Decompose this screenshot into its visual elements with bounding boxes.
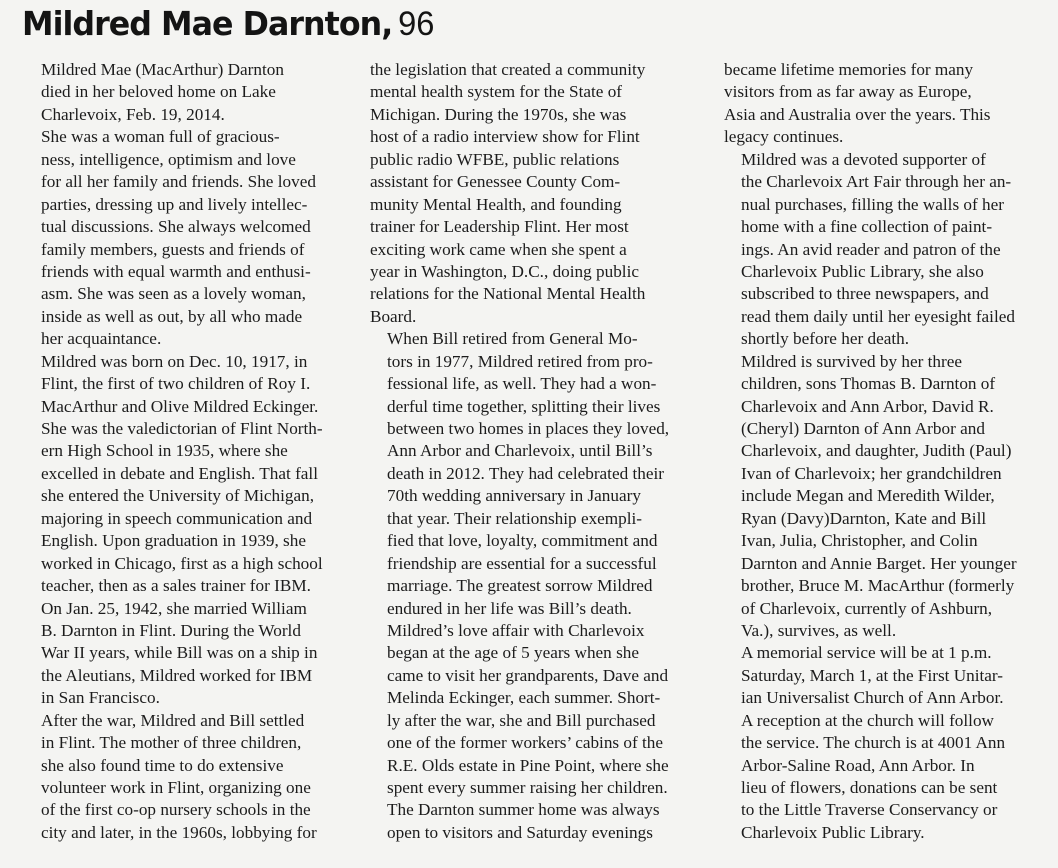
paragraph (370, 328, 700, 620)
text-line: She was the valedictorian of Flint North- (41, 419, 323, 438)
text-line: read them daily until her eyesight failed (741, 306, 1015, 326)
text-line: volunteer work in Flint, organizing one (41, 778, 311, 797)
text-column-3 (724, 59, 1054, 844)
text-line: A reception at the church will follow (741, 710, 994, 730)
text-line: assistant for Genessee County Com- (370, 172, 621, 192)
text-line: munity Mental Health, and founding (370, 194, 622, 214)
text-line: Ivan, Julia, Christopher, and Colin (741, 531, 978, 551)
text-line: majoring in speech communication and (41, 508, 313, 528)
text-line: trainer for Leadership Flint. Her most (370, 217, 629, 237)
text-line: in Flint. The mother of three children, (41, 733, 302, 753)
text-line: After the war, Mildred and Bill settled (41, 710, 305, 730)
text-line: A memorial service will be at 1 p.m. (741, 643, 992, 663)
text-line: tual discussions. She always welcomed (41, 217, 311, 237)
text-line: The Darnton summer home was always (387, 800, 660, 820)
text-line: city and later, in the 1960s, lobbying for (41, 822, 317, 842)
text-line: began at the age of 5 years when she (387, 643, 639, 663)
text-line: She was a woman full of gracious- (41, 127, 280, 147)
text-line: Charlevoix Public Library. (741, 822, 925, 842)
text-line: death in 2012. They had celebrated their (387, 463, 664, 483)
text-line: Michigan. During the 1970s, she was (370, 104, 627, 124)
text-line: subscribed to three newspapers, and (741, 284, 989, 304)
text-line: B. Darnton in Flint. During the World (41, 620, 301, 640)
text-line: brother, Bruce M. MacArthur (formerly (741, 576, 1015, 596)
text-line: Mildred Mae (MacArthur) Darnton (41, 60, 284, 79)
text-line: teacher, then as a sales trainer for IBM. (41, 576, 311, 596)
paragraph (24, 351, 354, 598)
text-line: the Charlevoix Art Fair through her an- (741, 172, 1012, 192)
text-line: children, sons Thomas B. Darnton of (741, 374, 996, 394)
text-line: worked in Chicago, first as a high school (41, 553, 323, 573)
text-line: public radio WFBE, public relations (370, 149, 620, 169)
paragraph (370, 620, 700, 844)
text-line: of the first co-op nursery schools in the (41, 800, 311, 820)
text-line: derful time together, splitting their lives (387, 396, 661, 416)
text-line: ern High School in 1935, where she (41, 441, 288, 461)
text-line: family members, guests and friends of (41, 239, 305, 259)
text-line: Darnton and Annie Barget. Her younger (741, 553, 1017, 573)
paragraph (24, 126, 354, 350)
text-line: relations for the National Mental Health (370, 284, 646, 304)
text-line: one of the former workers’ cabins of the (387, 733, 664, 753)
text-line: in San Francisco. (41, 688, 160, 708)
text-line: asm. She was seen as a lovely woman, (41, 284, 306, 304)
text-line: On Jan. 25, 1942, she married William (41, 598, 307, 618)
text-line: (Cheryl) Darnton of Ann Arbor and (741, 419, 985, 438)
text-line: that year. Their relationship exempli- (387, 508, 643, 528)
paragraph (24, 598, 354, 710)
paragraph (724, 351, 1054, 643)
text-line: mental health system for the State of (370, 82, 623, 102)
text-line: for all her family and friends. She loved (41, 172, 316, 192)
paragraph (724, 642, 1054, 844)
text-line: War II years, while Bill was on a ship in (41, 643, 318, 663)
text-line: include Megan and Meredith Wilder, (741, 486, 995, 506)
text-line: Ryan (Davy)Darnton, Kate and Bill (741, 508, 987, 528)
paragraph (724, 149, 1054, 351)
text-line: Board. (370, 306, 417, 326)
paragraph (24, 710, 354, 845)
text-line: friendship are essential for a successful (387, 553, 657, 573)
text-line: 70th wedding anniversary in January (387, 486, 641, 506)
text-line: between two homes in places they loved, (387, 419, 670, 438)
text-column-1 (24, 59, 354, 844)
text-line: ings. An avid reader and patron of the (741, 239, 1001, 259)
text-line: Melinda Eckinger, each summer. Short- (387, 688, 661, 708)
text-line: Mildred’s love affair with Charlevoix (387, 620, 645, 640)
text-line: nual purchases, filling the walls of her (741, 194, 1004, 214)
text-line: Mildred was a devoted supporter of (741, 149, 986, 169)
text-line: spent every summer raising her children. (387, 778, 668, 797)
text-line: tors in 1977, Mildred retired from pro- (387, 351, 653, 371)
text-line: open to visitors and Saturday evenings (387, 822, 653, 842)
text-line: visitors from as far away as Europe, (724, 82, 972, 102)
text-line: Mildred was born on Dec. 10, 1917, in (41, 351, 308, 371)
text-line: came to visit her grandparents, Dave and (387, 665, 669, 685)
text-line: died in her beloved home on Lake (41, 82, 276, 102)
text-line: ness, intelligence, optimism and love (41, 149, 296, 169)
paragraph (724, 59, 1054, 149)
text-line: her acquaintance. (41, 329, 162, 349)
text-line: R.E. Olds estate in Pine Point, where she (387, 755, 669, 775)
text-line: Flint, the first of two children of Roy I. (41, 374, 311, 394)
text-line: the Aleutians, Mildred worked for IBM (41, 665, 313, 685)
text-line: she also found time to do extensive (41, 755, 284, 775)
text-line: parties, dressing up and lively intellec- (41, 194, 308, 214)
text-line: the service. The church is at 4001 Ann (741, 733, 1006, 753)
text-line: shortly before her death. (741, 329, 909, 349)
text-line: Ivan of Charlevoix; her grandchildren (741, 463, 1002, 483)
text-line: Charlevoix, and daughter, Judith (Paul) (741, 441, 1012, 461)
text-line: fessional life, as well. They had a won- (387, 374, 657, 394)
text-line: inside as well as out, by all who made (41, 306, 303, 326)
text-line: Charlevoix Public Library, she also (741, 261, 984, 281)
headline (22, 4, 434, 44)
paragraph (370, 59, 700, 328)
text-line: English. Upon graduation in 1939, she (41, 531, 306, 551)
text-line: Saturday, March 1, at the First Unitar- (741, 665, 1004, 685)
text-line: Va.), survives, as well. (741, 620, 897, 640)
text-line: legacy continues. (724, 127, 844, 147)
text-line: When Bill retired from General Mo- (387, 329, 638, 349)
text-line: endured in her life was Bill’s death. (387, 598, 632, 618)
text-line: she entered the University of Michigan, (41, 486, 315, 506)
text-column-2 (370, 59, 700, 844)
text-line: Charlevoix and Ann Arbor, David R. (741, 396, 994, 416)
text-line: became lifetime memories for many (724, 60, 974, 79)
text-line: of Charlevoix, currently of Ashburn, (741, 598, 993, 618)
text-line: to the Little Traverse Conservancy or (741, 800, 998, 820)
headline-name: Mildred Mae Darnton, (22, 4, 393, 43)
text-line: excelled in debate and English. That fall (41, 463, 318, 483)
paragraph (24, 59, 354, 126)
text-line: Arbor-Saline Road, Ann Arbor. In (741, 755, 975, 775)
text-line: Asia and Australia over the years. This (724, 104, 991, 124)
text-line: ly after the war, she and Bill purchased (387, 710, 656, 730)
text-line: marriage. The greatest sorrow Mildred (387, 576, 653, 596)
text-line: the legislation that created a community (370, 60, 646, 79)
text-line: host of a radio interview show for Flint (370, 127, 640, 147)
text-line: fied that love, loyalty, commitment and (387, 531, 658, 551)
text-line: exciting work came when she spent a (370, 239, 627, 259)
text-line: Ann Arbor and Charlevoix, until Bill’s (387, 441, 653, 461)
text-line: year in Washington, D.C., doing public (370, 261, 639, 281)
text-line: ian Universalist Church of Ann Arbor. (741, 688, 1004, 708)
text-line: lieu of flowers, donations can be sent (741, 778, 998, 797)
headline-age: 96 (398, 5, 435, 43)
text-line: home with a fine collection of paint- (741, 217, 993, 237)
text-line: friends with equal warmth and enthusi- (41, 261, 311, 281)
text-line: Mildred is survived by her three (741, 351, 962, 371)
text-line: Charlevoix, Feb. 19, 2014. (41, 104, 225, 124)
text-line: MacArthur and Olive Mildred Eckinger. (41, 396, 319, 416)
